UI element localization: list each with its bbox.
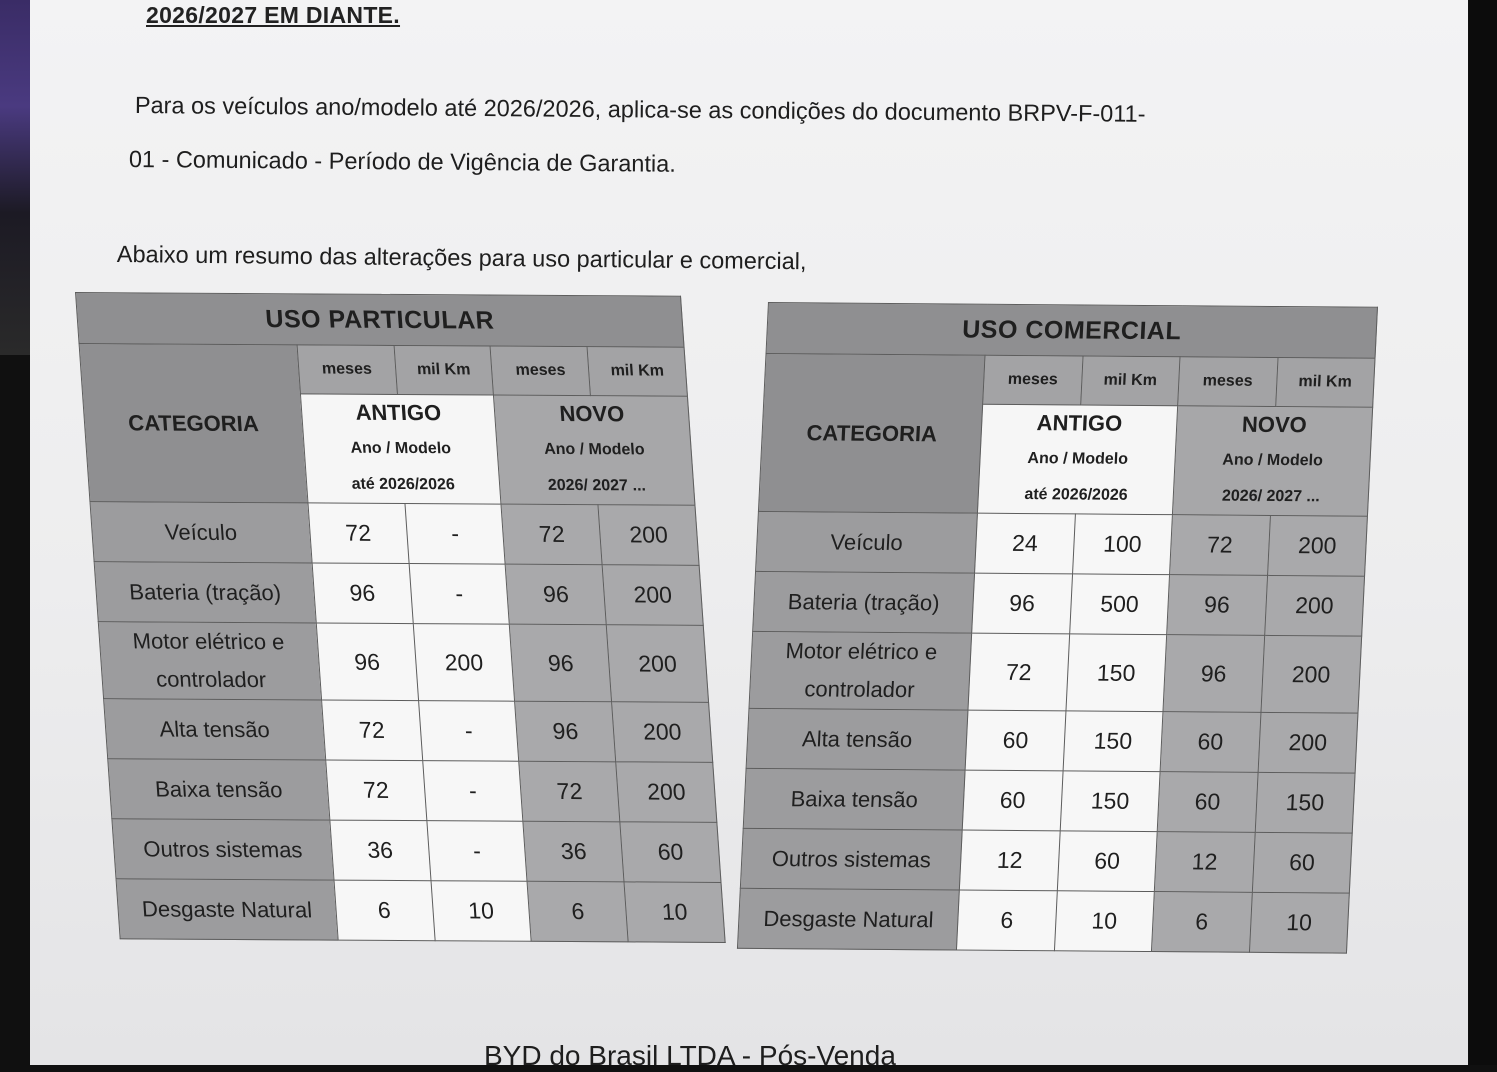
row-label: Alta tensão	[746, 708, 968, 770]
table-row	[112, 819, 721, 883]
value-cell: 200	[1261, 635, 1362, 713]
value-cell: -	[426, 821, 527, 882]
value-cell: 60	[1057, 831, 1157, 892]
value-cell: 96	[506, 564, 607, 625]
value-cell: 150	[1063, 711, 1163, 772]
old-version-line2: até 2026/2026	[1023, 486, 1129, 504]
unit-header: meses	[1178, 357, 1278, 407]
new-version-title: NOVO	[1241, 411, 1308, 438]
old-version-line1: Ano / Modelo	[1027, 450, 1129, 468]
section-heading: 2026/2027 EM DIANTE.	[146, 2, 401, 28]
table-row	[116, 879, 725, 943]
table-row	[108, 759, 717, 823]
table-row	[94, 562, 703, 626]
unit-header: meses	[490, 346, 590, 396]
value-cell: 150	[1066, 634, 1167, 712]
row-label: Motor elétrico e controlador	[749, 631, 972, 710]
row-label: Veículo	[90, 502, 312, 563]
paragraph-line-2: 01 - Comunicado - Período de Vigência de Garantia.	[128, 146, 676, 177]
value-cell: -	[422, 761, 523, 822]
unit-header: mil Km	[587, 347, 687, 397]
value-cell: 36	[523, 821, 624, 882]
value-cell: 72	[326, 760, 427, 821]
value-cell: 96	[510, 624, 612, 702]
value-cell: 72	[519, 761, 620, 822]
row-label: Baixa tensão	[743, 768, 965, 830]
table-row	[743, 768, 1355, 833]
table-row	[90, 502, 699, 566]
table-row	[746, 708, 1358, 773]
value-cell: 60	[1157, 772, 1257, 833]
value-cell: 200	[1264, 575, 1364, 636]
value-cell: 72	[968, 633, 1069, 711]
row-label: Outros sistemas	[112, 819, 334, 880]
value-cell: 60	[1252, 832, 1352, 893]
value-cell: 500	[1069, 574, 1169, 635]
table-uso-comercial	[737, 302, 1378, 954]
value-cell: 96	[316, 623, 418, 701]
value-cell: 96	[515, 701, 616, 762]
table-uso-particular	[75, 292, 726, 943]
value-cell: 60	[962, 770, 1062, 831]
new-version-header	[494, 395, 695, 505]
value-cell: 200	[616, 762, 717, 823]
value-cell: -	[405, 504, 506, 565]
row-label: Desgaste Natural	[116, 879, 338, 940]
table-row	[749, 631, 1362, 713]
value-cell: 200	[413, 624, 515, 702]
page-footer: BYD do Brasil LTDA - Pós-Venda	[484, 1040, 896, 1071]
row-label: Outros sistemas	[740, 828, 962, 890]
category-header: CATEGORIA	[758, 353, 985, 513]
value-cell: 10	[624, 882, 725, 943]
unit-header: mil Km	[1080, 356, 1180, 406]
value-cell: 6	[527, 881, 628, 942]
row-label: Desgaste Natural	[737, 888, 959, 950]
value-cell: 72	[321, 700, 422, 761]
table-title: USO COMERCIAL	[766, 303, 1377, 359]
value-cell: 96	[1167, 575, 1267, 636]
unit-header: mil Km	[394, 345, 494, 395]
value-cell: 12	[1154, 832, 1254, 893]
value-cell: 200	[602, 565, 703, 626]
background-strip-right	[1469, 0, 1497, 1065]
value-cell: 24	[975, 513, 1075, 574]
value-cell: 10	[1054, 891, 1154, 952]
table-row	[753, 571, 1365, 636]
new-version-title: NOVO	[558, 400, 626, 427]
value-cell: 100	[1072, 514, 1172, 575]
value-cell: 72	[308, 503, 409, 564]
table-row	[756, 511, 1368, 576]
new-version-line1: Ano / Modelo	[543, 440, 646, 459]
unit-header: mil Km	[1275, 358, 1375, 408]
row-label: Veículo	[756, 511, 978, 573]
value-cell: 200	[1258, 712, 1358, 773]
value-cell: 72	[501, 504, 602, 565]
value-cell: 12	[960, 830, 1060, 891]
unit-header: meses	[297, 345, 397, 395]
value-cell: 6	[334, 880, 435, 941]
table-row	[104, 699, 713, 763]
paragraph-line-1: Para os veículos ano/modelo até 2026/2026, aplica-se as condições do documento BRPV-F-011-	[134, 92, 1146, 127]
value-cell: 150	[1255, 772, 1355, 833]
old-version-title: ANTIGO	[354, 399, 442, 426]
table-row	[737, 888, 1349, 953]
row-label: Baixa tensão	[108, 759, 330, 820]
row-label: Bateria (tração)	[94, 562, 316, 623]
summary-intro: Abaixo um resumo das alterações para uso particular e comercial,	[116, 241, 807, 275]
value-cell: 6	[957, 890, 1057, 951]
row-label: Bateria (tração)	[753, 571, 975, 633]
row-label: Alta tensão	[104, 699, 326, 760]
value-cell: 6	[1152, 892, 1252, 953]
table-row	[98, 622, 708, 703]
old-version-header	[978, 404, 1178, 514]
new-version-line2: 2026/ 2027 ...	[1221, 487, 1321, 506]
value-cell: 60	[965, 710, 1065, 771]
old-version-line1: Ano / Modelo	[349, 439, 452, 458]
value-cell: 96	[972, 573, 1072, 634]
value-cell: 150	[1060, 771, 1160, 832]
value-cell: 72	[1170, 515, 1270, 576]
category-header: CATEGORIA	[79, 344, 308, 503]
value-cell: 60	[1160, 712, 1260, 773]
value-cell: 96	[1163, 635, 1264, 713]
old-version-line2: até 2026/2026	[351, 475, 456, 494]
value-cell: 10	[431, 881, 532, 942]
table-row	[740, 828, 1352, 893]
value-cell: 200	[1267, 515, 1367, 576]
value-cell: 200	[612, 702, 713, 763]
new-version-line1: Ano / Modelo	[1221, 451, 1324, 470]
value-cell: 200	[598, 505, 699, 566]
new-version-header	[1173, 406, 1373, 516]
value-cell: 200	[606, 625, 708, 703]
old-version-title: ANTIGO	[1036, 410, 1123, 436]
unit-header: meses	[983, 355, 1083, 405]
value-cell: 96	[312, 563, 413, 624]
value-cell: -	[418, 701, 519, 762]
old-version-header	[300, 394, 501, 504]
new-version-line2: 2026/ 2027 ...	[547, 476, 647, 495]
background-strip-left	[0, 0, 30, 355]
value-cell: 10	[1249, 892, 1349, 953]
value-cell: 36	[330, 820, 431, 881]
value-cell: -	[409, 564, 510, 625]
table-title: USO PARTICULAR	[76, 293, 685, 348]
row-label: Motor elétrico e controlador	[98, 622, 321, 700]
value-cell: 60	[620, 822, 721, 883]
